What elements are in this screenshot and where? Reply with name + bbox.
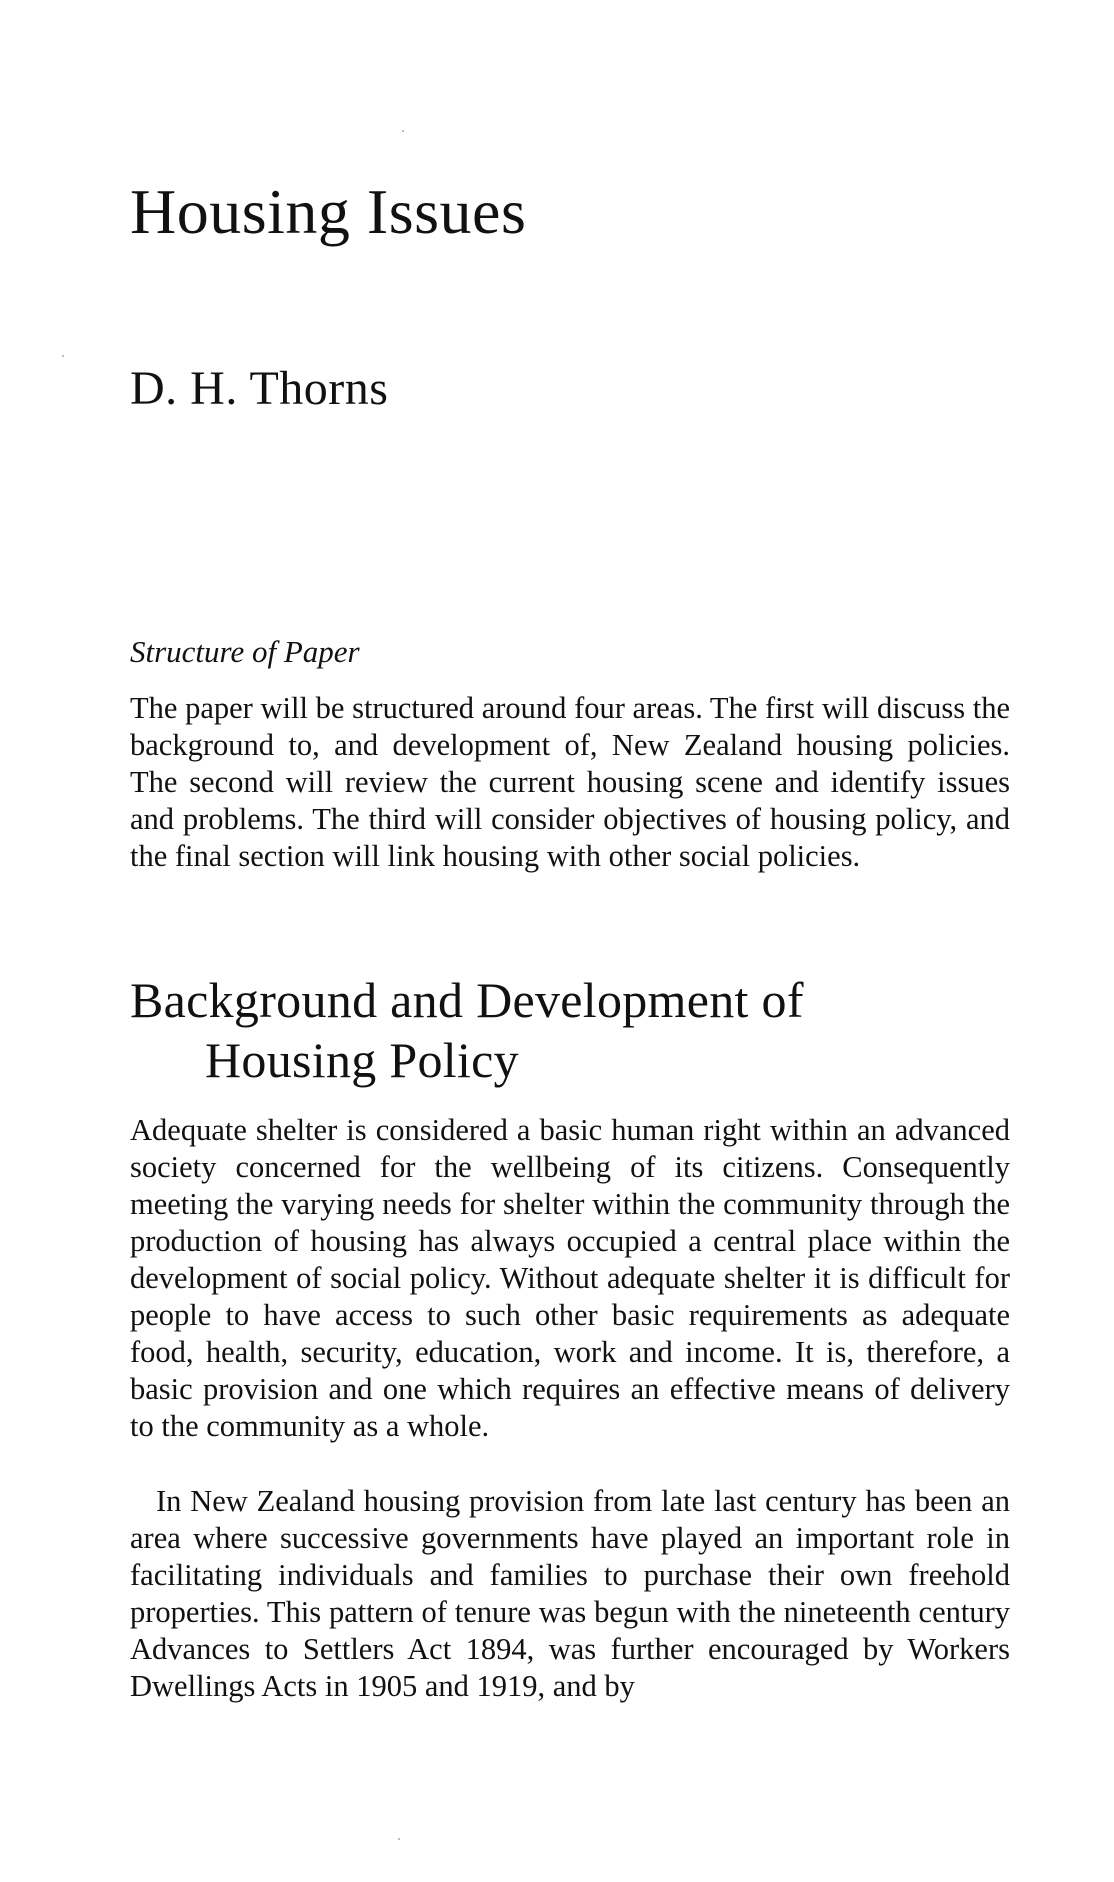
structure-heading: Structure of Paper [130, 634, 360, 669]
scan-speck [402, 130, 404, 132]
background-heading [130, 970, 1010, 1090]
background-paragraph-2: In New Zealand housing provision from late last century has been an area where successive governments have played an important role in facilitating individuals and families to purchase their own freehold properties. This pattern of tenure was begun with the nineteenth century Advances to Settlers Act 1894, was further encouraged by Workers Dwellings Acts in 1905 and 1919, and by [130, 1484, 1010, 1703]
scan-speck [62, 355, 64, 357]
scan-speck [398, 1838, 400, 1840]
structure-paragraph: The paper will be structured around four areas. The first will discuss the background to, and development of, New Zealand housing policies. The second will review the current housing scene and identify issues and problems. The third will consider objectives of housing policy, and the final section will link housing with other social policies. [130, 691, 1010, 873]
background-heading-line-1: Background and Development of [130, 972, 804, 1028]
author-name: D. H. Thorns [130, 362, 389, 415]
background-heading-line-2: Housing Policy [205, 1032, 519, 1088]
paper-title: Housing Issues [130, 176, 527, 247]
background-paragraph-1: Adequate shelter is considered a basic human right within an advanced society concerned for the wellbeing of its citizens. Consequently meeting the varying needs for shelter within the community through the production of housing has always occupied a central place within the development of social policy. Without adequate shelter it is difficult for people to have access to such other basic requirements as adequate food, health, security, education, work and income. It is, therefore, a basic provision and one which requires an effective means of delivery to the community as a whole. [130, 1113, 1010, 1443]
